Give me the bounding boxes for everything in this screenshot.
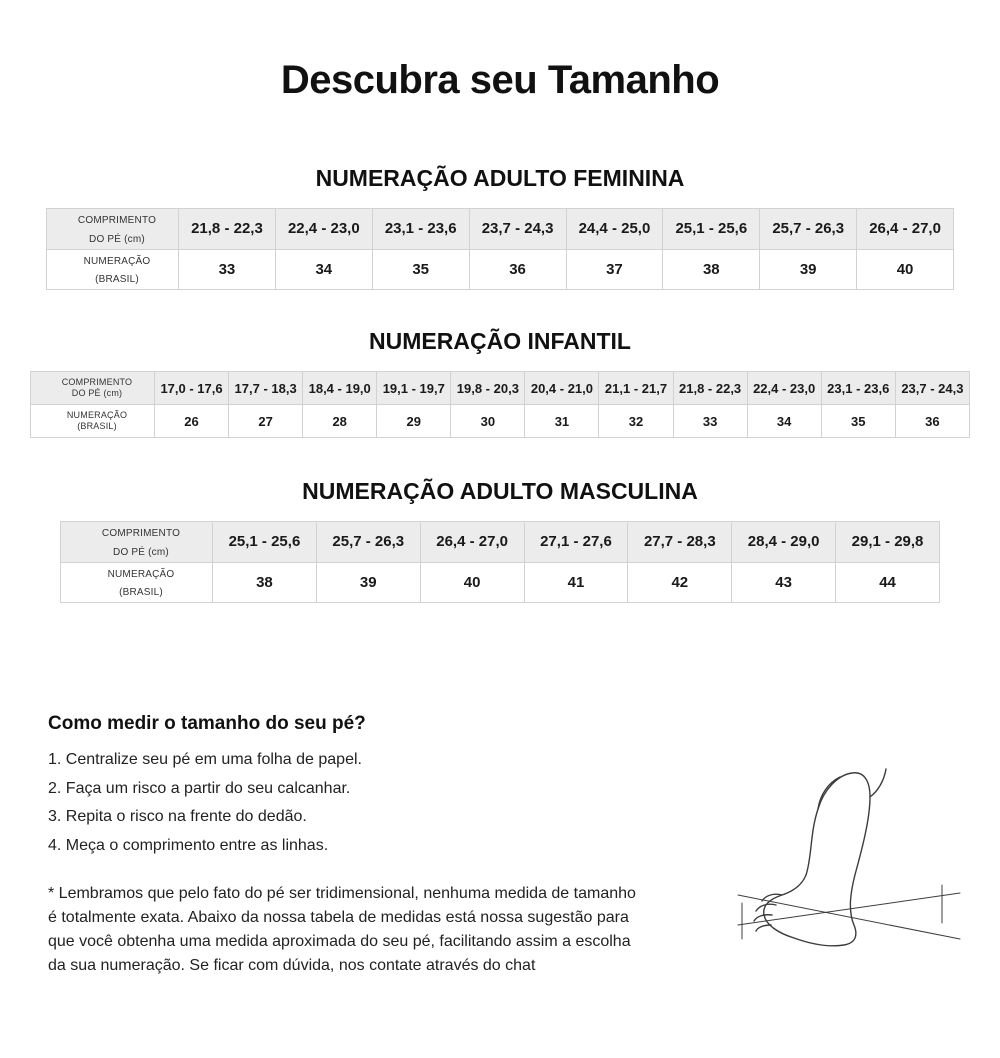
cell-size: 38 (213, 562, 317, 603)
row-label-size (31, 405, 155, 438)
cell-size: 28 (303, 405, 377, 438)
cell-size: 40 (420, 562, 524, 603)
cell-size: 31 (525, 405, 599, 438)
cell-size: 30 (451, 405, 525, 438)
table-row (47, 209, 954, 250)
cell-size: 41 (524, 562, 628, 603)
cell-length: 29,1 - 29,8 (836, 522, 940, 563)
cell-length: 19,1 - 19,7 (377, 372, 451, 405)
cell-length: 28,4 - 29,0 (732, 522, 836, 563)
cell-length: 24,4 - 25,0 (566, 209, 663, 250)
cell-length: 23,1 - 23,6 (821, 372, 895, 405)
howto-step: 2. Faça um risco a partir do seu calcanhar. (48, 779, 351, 797)
cell-length: 27,7 - 28,3 (628, 522, 732, 563)
cell-size: 32 (599, 405, 673, 438)
cell-size: 33 (179, 249, 276, 290)
cell-length: 23,7 - 24,3 (895, 372, 969, 405)
cell-length: 23,1 - 23,6 (372, 209, 469, 250)
cell-length: 22,4 - 23,0 (747, 372, 821, 405)
row-label-length (61, 522, 213, 563)
cell-length: 19,8 - 20,3 (451, 372, 525, 405)
cell-length: 26,4 - 27,0 (857, 209, 954, 250)
foot-icon (642, 753, 972, 983)
howto-step: 1. Centralize seu pé em uma folha de papel. (48, 751, 362, 768)
cell-size: 43 (732, 562, 836, 603)
row-label-size (61, 562, 213, 603)
table-row (61, 562, 940, 603)
row-label-length-line2: DO PÉ (cm) (113, 546, 169, 558)
section-title-infantil: NUMERAÇÃO INFANTIL (369, 328, 631, 354)
section-title-masculina: NUMERAÇÃO ADULTO MASCULINA (302, 478, 698, 504)
cell-size: 35 (821, 405, 895, 438)
cell-length: 25,1 - 25,6 (663, 209, 760, 250)
howto-note: * Lembramos que pelo fato do pé ser tridimensional, nenhuma medida de tamanho é totalmente exata. Abaixo da nossa tabela de medidas está nossa sugestão para que você obtenha uma medida aproximada do seu pé, facilitando assim a escolha da sua numeração. Se ficar com dúvida, nos contate através do chat (48, 885, 636, 975)
cell-size: 29 (377, 405, 451, 438)
cell-length: 27,1 - 27,6 (524, 522, 628, 563)
cell-size: 42 (628, 562, 732, 603)
cell-length: 22,4 - 23,0 (275, 209, 372, 250)
table-row (61, 522, 940, 563)
row-label-length-line2: DO PÉ (cm) (89, 233, 145, 245)
cell-length: 25,1 - 25,6 (213, 522, 317, 563)
foot-measurement-illustration (642, 753, 972, 983)
cell-size: 40 (857, 249, 954, 290)
cell-length: 21,1 - 21,7 (599, 372, 673, 405)
cell-length: 21,8 - 22,3 (179, 209, 276, 250)
table-row (31, 372, 970, 405)
page-title: Descubra seu Tamanho (280, 58, 720, 102)
row-label-size-line2: (BRASIL) (119, 587, 163, 599)
cell-size: 33 (673, 405, 747, 438)
row-label-length (47, 209, 179, 250)
cell-size: 34 (275, 249, 372, 290)
cell-length: 20,4 - 21,0 (525, 372, 599, 405)
section-title-feminina: NUMERAÇÃO ADULTO FEMININA (315, 165, 685, 191)
cell-length: 23,7 - 24,3 (469, 209, 566, 250)
cell-length: 25,7 - 26,3 (316, 522, 420, 563)
table-row (47, 249, 954, 290)
row-label-length (31, 372, 155, 405)
row-label-length-line2: DO PÉ (cm) (71, 388, 123, 398)
cell-size: 39 (316, 562, 420, 603)
table-adulto-masculina (60, 521, 940, 603)
row-label-size-line2: (BRASIL) (95, 274, 139, 286)
row-label-size-line1: NUMERAÇÃO (83, 255, 151, 267)
cell-size: 35 (372, 249, 469, 290)
howto-title: Como medir o tamanho do seu pé? (48, 713, 366, 734)
row-label-size-line1: NUMERAÇÃO (66, 409, 128, 420)
cell-size: 44 (836, 562, 940, 603)
table-row (31, 405, 970, 438)
cell-length: 18,4 - 19,0 (303, 372, 377, 405)
row-label-size-line2: (BRASIL) (77, 421, 117, 431)
row-label-size (47, 249, 179, 290)
row-label-size-line1: NUMERAÇÃO (107, 568, 175, 580)
cell-size: 34 (747, 405, 821, 438)
cell-size: 39 (760, 249, 857, 290)
cell-length: 26,4 - 27,0 (420, 522, 524, 563)
table-adulto-feminina (46, 208, 954, 290)
row-label-length-line1: COMPRIMENTO (77, 215, 157, 226)
row-label-length-line1: COMPRIMENTO (101, 528, 181, 539)
howto-step: 4. Meça o comprimento entre as linhas. (48, 836, 329, 854)
cell-length: 25,7 - 26,3 (760, 209, 857, 250)
cell-size: 38 (663, 249, 760, 290)
cell-size: 26 (155, 405, 229, 438)
size-guide-page (0, 58, 1000, 1058)
howto-step: 3. Repita o risco na frente do dedão. (48, 808, 307, 826)
cell-length: 21,8 - 22,3 (673, 372, 747, 405)
howto-block (48, 713, 668, 978)
row-label-length-line1: COMPRIMENTO (61, 376, 133, 387)
table-infantil (30, 371, 970, 438)
cell-size: 37 (566, 249, 663, 290)
cell-size: 36 (895, 405, 969, 438)
cell-size: 36 (469, 249, 566, 290)
cell-length: 17,7 - 18,3 (229, 372, 303, 405)
cell-size: 27 (229, 405, 303, 438)
cell-length: 17,0 - 17,6 (155, 372, 229, 405)
